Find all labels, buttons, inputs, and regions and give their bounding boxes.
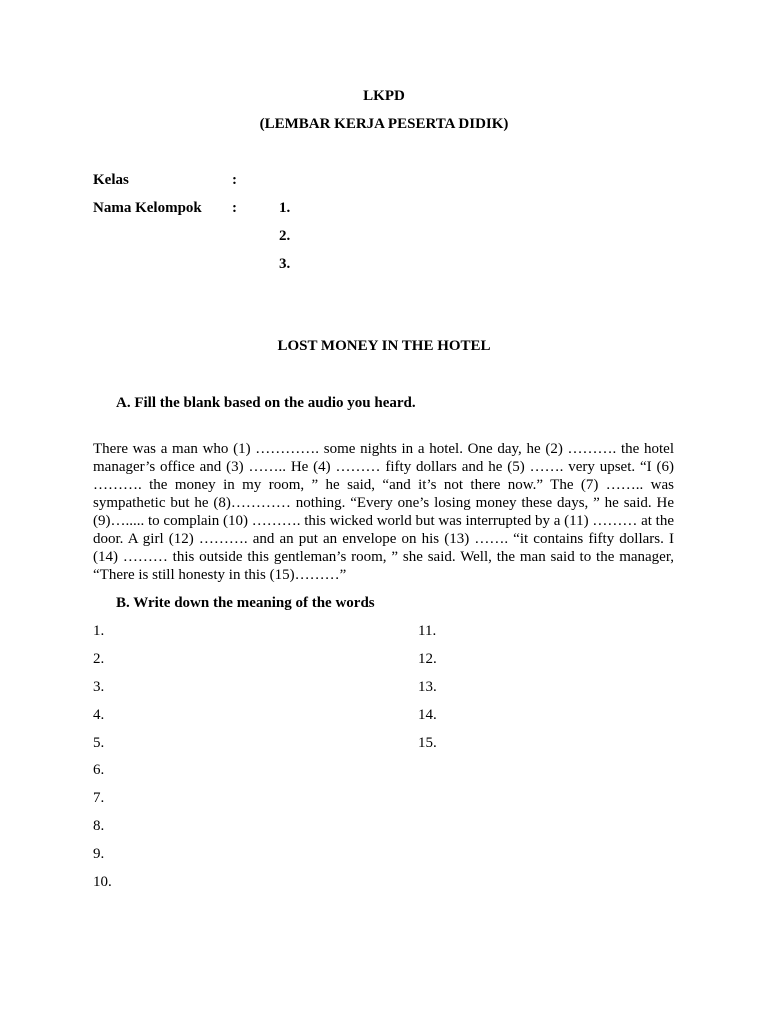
section-b-heading: B. Write down the meaning of the words [116, 595, 375, 611]
kelompok-label: Nama Kelompok [93, 200, 202, 216]
kelompok-colon: : [232, 200, 237, 216]
member-3: 3. [279, 256, 291, 272]
member-2: 2. [279, 228, 291, 244]
list-item: 13. [418, 679, 437, 695]
list-item: 4. [93, 707, 105, 723]
list-item: 15. [418, 735, 437, 751]
list-item: 5. [93, 735, 105, 751]
story-title: LOST MONEY IN THE HOTEL [277, 338, 491, 354]
list-item: 12. [418, 651, 437, 667]
kelas-colon: : [232, 172, 237, 188]
doc-title: LKPD [363, 88, 405, 104]
section-a-heading: A. Fill the blank based on the audio you heard. [116, 395, 416, 411]
list-item: 1. [93, 623, 105, 639]
kelas-label: Kelas [93, 172, 129, 188]
list-item: 9. [93, 846, 105, 862]
fill-blank-paragraph [93, 440, 674, 584]
list-item: 8. [93, 818, 105, 834]
member-1: 1. [279, 200, 291, 216]
doc-subtitle: (LEMBAR KERJA PESERTA DIDIK) [259, 116, 509, 132]
list-item: 2. [93, 651, 105, 667]
list-item: 14. [418, 707, 437, 723]
list-item: 11. [418, 623, 437, 639]
list-item: 6. [93, 762, 105, 778]
list-item: 10. [93, 874, 112, 890]
list-item: 7. [93, 790, 105, 806]
list-item: 3. [93, 679, 105, 695]
fill-blank-text: There was a man who (1) …………. some nights in a hotel. One day, he (2) ………. the hotel manager’s office and (3) …….. He (4) ……… fifty dollars and he (5) ……. very upset. “I (6) ………. the money in my room, ” he said, “and it’s not there now.” The (7) …….. was sympathetic but he (8)………… nothing. “Every one’s losing money these days, ” he said. He (9)…..... to complain (10) ………. this wicked world but was interrupted by a (11) ……… at the door. A girl (12) ………. and an put an envelope on his (13) ……. “it contains fifty dollars. I (14) ……… this outside this gentleman’s room, ” she said. Well, the man said to the manager, “There is still honesty in this (15)………” [93, 441, 674, 583]
